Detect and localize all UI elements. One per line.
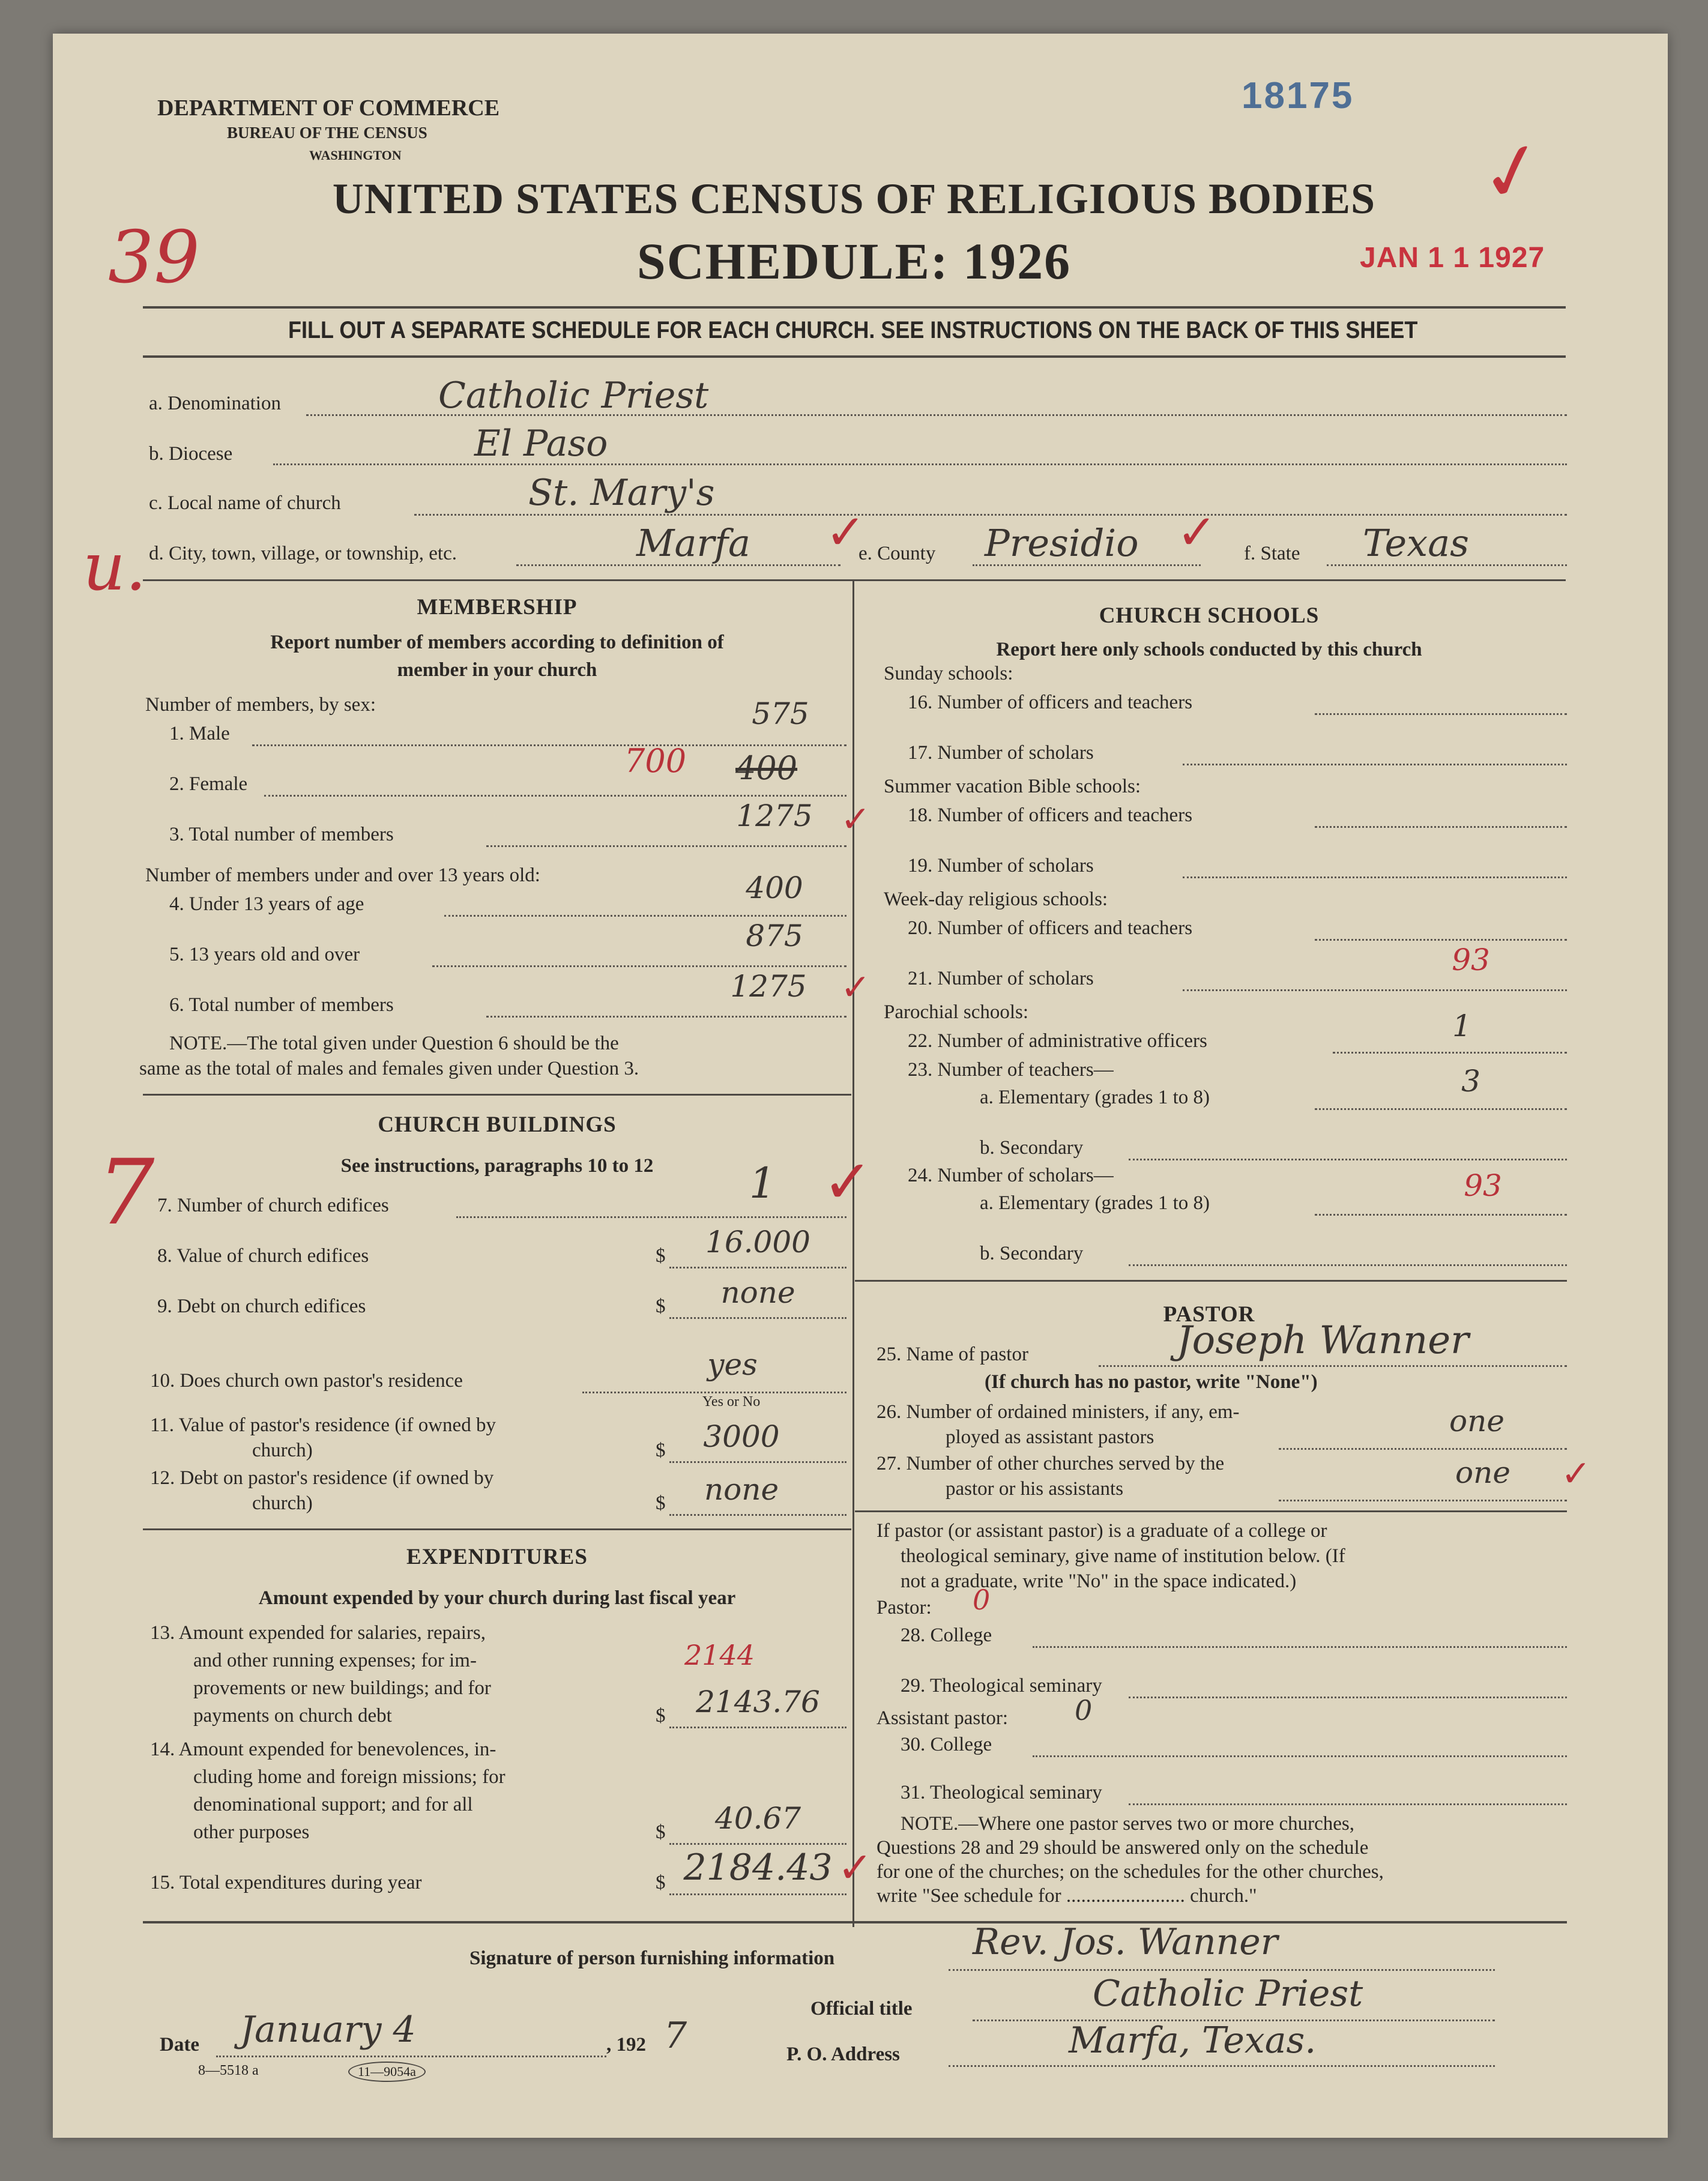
schedule-title: SCHEDULE: 1926 [636, 232, 1072, 290]
signature-label: Signature of person furnishing information [469, 1947, 835, 1969]
scholars-elementary-label: a. Elementary (grades 1 to 8) [980, 1192, 1210, 1214]
teachers-elementary-value: 3 [1461, 1064, 1480, 1099]
section-rule [143, 579, 1566, 581]
fill-out-instruction: FILL OUT A SEPARATE SCHEDULE FOR EACH CHURCH. SEE INSTRUCTIONS ON THE BACK OF THIS SHEET [288, 317, 1418, 343]
parochial-schools-label: Parochial schools: [884, 1001, 1029, 1023]
teachers-secondary-line [1129, 1159, 1567, 1160]
buildings-intro: See instructions, paragraphs 10 to 12 [340, 1155, 654, 1177]
female-line [264, 795, 846, 797]
benevolences-label-1: 14. Amount expended for benevolences, in- [150, 1739, 496, 1760]
pastor-grad-value: 0 [973, 1584, 991, 1616]
buildings-margin-mark: 7 [97, 1141, 155, 1245]
bureau-heading: BUREAU OF THE CENSUS [227, 124, 427, 142]
running-expenses-note: 2144 [684, 1639, 755, 1671]
by-sex-label: Number of members, by sex: [145, 694, 376, 716]
asst-college-line [1033, 1755, 1567, 1757]
other-churches-label-2: pastor or his assistants [946, 1478, 1124, 1500]
residence-debt-label-2: church) [252, 1492, 313, 1514]
pastor-college-label: 28. College [901, 1624, 992, 1646]
total-expenditures-dollar: $ [656, 1872, 666, 1893]
county-checkmark-icon: ✓ [1177, 507, 1218, 560]
benevolences-label-2: cluding home and foreign missions; for [193, 1766, 505, 1788]
date-received-stamp: JAN 1 1 1927 [1360, 242, 1545, 274]
date-value: January 4 [240, 2009, 416, 2051]
church-name-label: c. Local name of church [149, 492, 341, 514]
residence-value-label-1: 11. Value of pastor's residence (if owned by [150, 1414, 496, 1436]
pastor-grad-label: Pastor: [877, 1597, 932, 1618]
schools-rule [855, 1280, 1567, 1282]
pastor-college-line [1033, 1646, 1567, 1648]
owns-residence-value: yes [707, 1347, 758, 1382]
official-title-label: Official title [810, 1998, 913, 2020]
expenditures-heading: EXPENDITURES [406, 1545, 588, 1569]
pastor-name-line [1099, 1365, 1567, 1367]
membership-intro-2: member in your church [397, 659, 597, 681]
admin-officers-value: 1 [1452, 1009, 1471, 1043]
pastor-name-value: Joseph Wanner [1177, 1318, 1469, 1363]
asst-ministers-value: one [1449, 1404, 1504, 1438]
admin-officers-line [1333, 1052, 1567, 1054]
running-expenses-label-1: 13. Amount expended for salaries, repairs, [150, 1622, 486, 1644]
asst-ministers-label-2: ployed as assistant pastors [946, 1426, 1154, 1448]
residence-value-line [669, 1461, 846, 1463]
edifices-count-value: 1 [749, 1159, 776, 1208]
edifices-debt-dollar: $ [656, 1296, 666, 1317]
edifices-value-dollar: $ [656, 1245, 666, 1267]
church-name-value: St. Mary's [528, 472, 715, 514]
total-members-line [486, 845, 846, 847]
total-members-value: 1275 [736, 798, 813, 833]
state-value: Texas [1363, 521, 1469, 565]
total-expenditures-label: 15. Total expenditures during year [150, 1872, 422, 1893]
edifices-value-value: 16.000 [705, 1225, 810, 1259]
residence-debt-label-1: 12. Debt on pastor's residence (if owned by [150, 1467, 494, 1489]
over-13-label: 5. 13 years old and over [169, 944, 360, 965]
county-value: Presidio [985, 521, 1139, 565]
official-title-value: Catholic Priest [1093, 1973, 1363, 2015]
pastor-rule [855, 1510, 1567, 1512]
edifices-count-label: 7. Number of church edifices [157, 1195, 389, 1216]
buildings-rule [143, 1528, 851, 1530]
schools-intro: Report here only schools conducted by this church [996, 639, 1422, 660]
margin-mark-u: u. [83, 528, 146, 605]
vacation-schools-label: Summer vacation Bible schools: [884, 776, 1141, 797]
diocese-value: El Paso [474, 423, 608, 465]
edifices-debt-line [669, 1317, 846, 1319]
owns-residence-hint: Yes or No [702, 1394, 761, 1410]
male-value: 575 [752, 696, 809, 731]
benevolences-line [669, 1843, 846, 1845]
county-label: e. County [859, 543, 936, 564]
weekday-officers-label: 20. Number of officers and teachers [908, 917, 1193, 939]
city-checkmark-icon: ✓ [825, 507, 866, 560]
under-13-label: 4. Under 13 years of age [169, 893, 364, 915]
total-members-age-line [486, 1016, 846, 1018]
asst-grad-value: 0 [1075, 1694, 1093, 1727]
schools-heading: CHURCH SCHOOLS [1099, 603, 1320, 628]
scholars-secondary-label: b. Secondary [980, 1243, 1084, 1264]
total-members-checkmark-icon: ✓ [840, 800, 871, 839]
asst-ministers-label-1: 26. Number of ordained ministers, if any, em- [877, 1401, 1240, 1423]
pastor-seminary-line [1129, 1697, 1567, 1698]
po-address-value: Marfa, Texas. [1069, 2020, 1317, 2062]
scholars-elementary-line [1315, 1214, 1567, 1216]
female-label: 2. Female [169, 773, 248, 795]
running-expenses-value: 2143.76 [696, 1685, 820, 1719]
pastor-seminary-label: 29. Theological seminary [901, 1675, 1102, 1697]
under-13-line [444, 915, 846, 917]
membership-heading: MEMBERSHIP [417, 595, 578, 620]
date-line [216, 2056, 606, 2057]
header-rule-top [143, 306, 1566, 309]
total-expenditures-line [669, 1893, 846, 1895]
total-expenditures-value: 2184.43 [683, 1847, 833, 1889]
edifices-count-line [456, 1216, 846, 1218]
city-heading: WASHINGTON [309, 148, 402, 163]
under-13-value: 400 [746, 870, 803, 905]
total-expenditures-checkmark-icon: ✓ [837, 1845, 873, 1892]
checkmark-icon: ✓ [1471, 124, 1554, 222]
vacation-scholars-line [1183, 876, 1567, 878]
total-members-label: 3. Total number of members [169, 824, 394, 845]
residence-value-dollar: $ [656, 1440, 666, 1461]
running-expenses-line [669, 1727, 846, 1728]
header-rule-bottom [143, 355, 1566, 358]
benevolences-dollar: $ [656, 1821, 666, 1843]
residence-debt-value: none [704, 1472, 779, 1507]
running-expenses-dollar: $ [656, 1705, 666, 1727]
asst-seminary-label: 31. Theological seminary [901, 1782, 1102, 1803]
other-churches-value: one [1455, 1455, 1510, 1490]
asst-ministers-line [1279, 1448, 1567, 1450]
scholars-elementary-value: 93 [1464, 1168, 1502, 1203]
admin-officers-label: 22. Number of administrative officers [908, 1030, 1207, 1052]
female-value: 700 [624, 742, 687, 780]
membership-intro-1: Report number of members according to definition of [270, 632, 724, 653]
teachers-secondary-label: b. Secondary [980, 1137, 1084, 1159]
weekday-scholars-label: 21. Number of scholars [908, 968, 1094, 989]
owns-residence-line [582, 1392, 846, 1393]
sunday-scholars-line [1183, 764, 1567, 765]
benevolences-value: 40.67 [714, 1801, 801, 1836]
state-label: f. State [1244, 543, 1300, 564]
scholars-secondary-line [1129, 1264, 1567, 1266]
buildings-heading: CHURCH BUILDINGS [378, 1112, 617, 1137]
vacation-scholars-label: 19. Number of scholars [908, 855, 1094, 876]
edifices-checkmark-icon: ✓ [822, 1149, 873, 1216]
owns-residence-label: 10. Does church own pastor's residence [150, 1370, 463, 1392]
over-13-line [432, 965, 846, 967]
city-label: d. City, town, village, or township, etc. [149, 543, 457, 564]
expenditures-intro: Amount expended by your church during last fiscal year [258, 1587, 736, 1609]
sunday-officers-line [1315, 713, 1567, 715]
total-members-age-value: 1275 [730, 969, 807, 1004]
print-number: 11—9054a [348, 2062, 426, 2082]
city-value: Marfa [636, 521, 750, 565]
membership-rule [143, 1094, 851, 1096]
column-divider [852, 579, 854, 1927]
running-expenses-label-2: and other running expenses; for im- [193, 1650, 477, 1671]
age-group-label: Number of members under and over 13 years old: [145, 864, 540, 886]
denomination-label: a. Denomination [149, 393, 281, 414]
other-churches-checkmark-icon: ✓ [1561, 1454, 1592, 1494]
church-name-line [414, 514, 1567, 516]
graduate-intro-3: not a graduate, write "No" in the space indicated.) [901, 1570, 1297, 1592]
form-title: UNITED STATES CENSUS OF RELIGIOUS BODIES [332, 175, 1376, 223]
asst-grad-label: Assistant pastor: [877, 1707, 1009, 1729]
date-label: Date [160, 2034, 199, 2056]
total-members-age-label: 6. Total number of members [169, 994, 394, 1016]
residence-value-value: 3000 [703, 1419, 780, 1454]
denomination-value: Catholic Priest [438, 375, 709, 417]
sunday-scholars-label: 17. Number of scholars [908, 742, 1094, 764]
po-address-label: P. O. Address [786, 2044, 900, 2065]
serial-number: 18175 [1242, 75, 1354, 116]
asst-college-label: 30. College [901, 1734, 992, 1755]
vacation-officers-label: 18. Number of officers and teachers [908, 804, 1193, 826]
edifices-value-label: 8. Value of church edifices [157, 1245, 369, 1267]
form-number: 8—5518 a [198, 2063, 259, 2078]
membership-note-1: NOTE.—The total given under Question 6 should be the [169, 1033, 619, 1054]
pastor-heading: PASTOR [1163, 1302, 1255, 1327]
pastor-note-1: NOTE.—Where one pastor serves two or more churches, [901, 1813, 1354, 1835]
signature-line [949, 1969, 1495, 1971]
signature-value: Rev. Jos. Wanner [973, 1921, 1278, 1963]
membership-note-2: same as the total of males and females given under Question 3. [139, 1058, 639, 1079]
sunday-officers-label: 16. Number of officers and teachers [908, 692, 1193, 713]
teachers-elementary-label: a. Elementary (grades 1 to 8) [980, 1087, 1210, 1108]
residence-debt-line [669, 1514, 846, 1516]
weekday-officers-line [1315, 939, 1567, 941]
scholars-label: 24. Number of scholars— [908, 1165, 1114, 1186]
edifices-debt-value: none [720, 1275, 795, 1310]
edifices-value-line [669, 1267, 846, 1268]
date-year-value: 7 [664, 2015, 687, 2057]
teachers-elementary-line [1315, 1108, 1567, 1110]
running-expenses-label-3: provements or new buildings; and for [193, 1677, 491, 1699]
graduate-intro-2: theological seminary, give name of institution below. (If [901, 1545, 1345, 1567]
asst-seminary-line [1129, 1803, 1567, 1805]
weekday-scholars-line [1183, 989, 1567, 991]
benevolences-label-3: denominational support; and for all [193, 1794, 473, 1815]
graduate-intro-1: If pastor (or assistant pastor) is a graduate of a college or [877, 1520, 1327, 1542]
pastor-name-hint: (If church has no pastor, write "None") [985, 1371, 1318, 1393]
male-label: 1. Male [169, 723, 230, 744]
department-heading: DEPARTMENT OF COMMERCE [157, 95, 500, 121]
other-churches-line [1279, 1500, 1567, 1501]
diocese-label: b. Diocese [149, 443, 233, 465]
residence-value-label-2: church) [252, 1440, 313, 1461]
total-age-checkmark-icon: ✓ [840, 968, 871, 1007]
over-13-value: 875 [746, 919, 803, 953]
residence-debt-dollar: $ [656, 1492, 666, 1514]
po-address-line [949, 2065, 1495, 2067]
other-churches-label-1: 27. Number of other churches served by the [877, 1453, 1225, 1474]
sunday-schools-label: Sunday schools: [884, 663, 1013, 684]
benevolences-label-4: other purposes [193, 1821, 310, 1843]
running-expenses-label-4: payments on church debt [193, 1705, 392, 1727]
vacation-officers-line [1315, 826, 1567, 828]
pastor-note-3: for one of the churches; on the schedules for the other churches, [877, 1861, 1384, 1883]
female-struck-value: 400 [735, 749, 798, 787]
pastor-name-label: 25. Name of pastor [877, 1344, 1028, 1365]
male-line [252, 744, 846, 746]
pastor-note-2: Questions 28 and 29 should be answered only on the schedule [877, 1837, 1369, 1859]
edifices-debt-label: 9. Debt on church edifices [157, 1296, 366, 1317]
footer-rule [143, 1921, 1567, 1923]
teachers-label: 23. Number of teachers— [908, 1059, 1114, 1081]
diocese-line [273, 463, 1567, 465]
date-year-prefix: , 192 [606, 2034, 646, 2056]
weekday-schools-label: Week-day religious schools: [884, 888, 1108, 910]
pastor-note-4: write "See schedule for ........................ church." [877, 1885, 1257, 1907]
weekday-scholars-value: 93 [1452, 943, 1490, 977]
margin-number: 39 [108, 216, 200, 300]
